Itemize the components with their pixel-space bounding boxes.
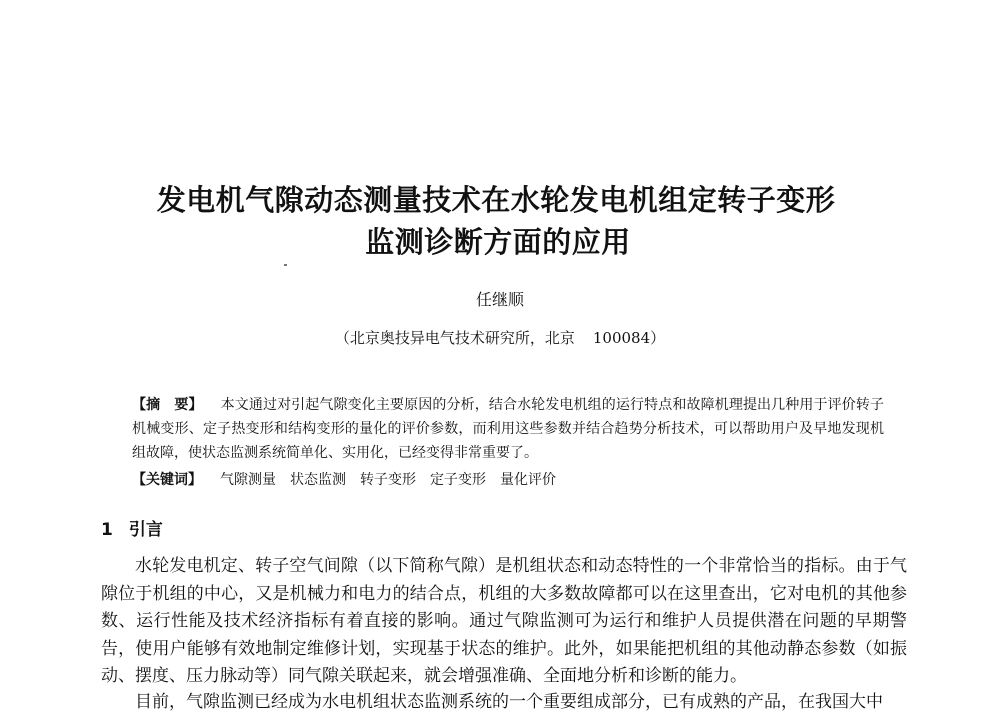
abstract-label: 【摘 要】: [132, 397, 203, 413]
keyword-item: 转子变形: [360, 472, 416, 488]
affiliation-postcode: 100084）: [592, 329, 666, 347]
keyword-item: 量化评价: [500, 472, 556, 488]
keyword-item: 状态监测: [290, 472, 346, 488]
keywords-label: 【关键词】: [132, 472, 202, 488]
paper-title-line1: 发电机气隙动态测量技术在水轮发电机组定转子变形: [156, 183, 836, 217]
abstract-text: 本文通过对引起气隙变化主要原因的分析，结合水轮发电机组的运行特点和故障机理提出几种用于评价转子机械变形、定子热变形和结构变形的量化的评价参数，而利用这些参数并结合趋势分析技术，可以帮助用户及早地发现机组故障，使状态监测系统简单化、实用化，已经变得非常重要了。: [132, 397, 885, 461]
affiliation: [0, 327, 1000, 349]
affiliation-text: （北京奥技异电气技术研究所，北京: [334, 329, 575, 347]
section-number: 1: [101, 520, 113, 540]
author-name: 任继顺: [475, 290, 524, 309]
abstract: [132, 393, 884, 465]
section-heading: [101, 518, 163, 542]
keyword-item: 气隙测量: [220, 472, 276, 488]
paper-title-line2: 监测诊断方面的应用: [365, 225, 631, 259]
scan-speck: [284, 264, 287, 266]
body-paragraph-2: 目前，气隙监测已经成为水电机组状态监测系统的一个重要组成部分，已有成熟的产品，在我国大中: [135, 692, 883, 712]
keyword-item: 定子变形: [430, 472, 486, 488]
body-paragraph-1: 水轮发电机定、转子空气间隙（以下简称气隙）是机组状态和动态特性的一个非常恰当的指标。由于气隙位于机组的中心，又是机械力和电力的结合点，机组的大多数故障都可以在这里查出，它对电机的其他参数、运行性能及技术经济指标有着直接的影响。通过气隙监测可为运行和维护人员提供潜在问题的早期警告，使用户能够有效地制定维修计划，实现基于状态的维护。此外，如果能把机组的其他动静态参数（如振动、摆度、压力脉动等）同气隙关联起来，就会增强准确、全面地分析和诊断的能力。: [101, 556, 907, 686]
keywords: [132, 468, 884, 492]
section-title: 引言: [128, 520, 163, 540]
